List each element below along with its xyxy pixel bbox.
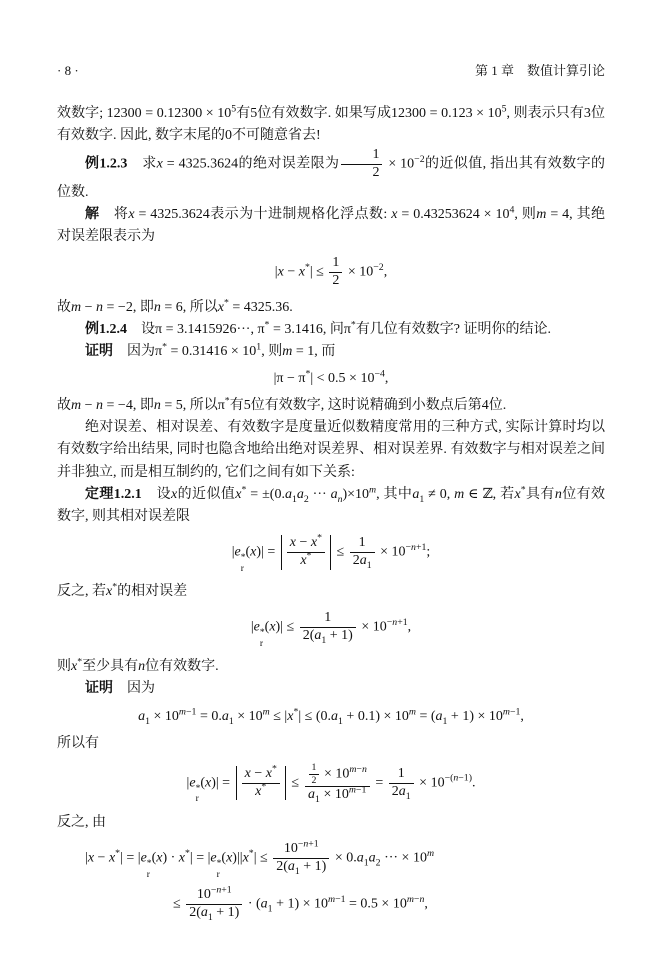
- paragraph-theorem-conclusion: 则x*至少具有n位有效数字.: [57, 656, 219, 675]
- paragraph-result-x-star: 故m − n = −2, 即n = 6, 所以x* = 4325.36.: [57, 297, 293, 315]
- page-body: [57, 103, 605, 922]
- formula-abs-error-bound: |x − x*| ≤ $\frac{1}{2}$ × $10^{-2}$,: [274, 255, 388, 288]
- paragraph-converse-intro: 反之, 若x*的相对误差: [57, 581, 188, 600]
- paragraph-continued-significant-digits: 效数字; $12300 = 0.12300 \times 10^5$有5位有效数字. 如果写成$12300 = 0.123 \times 10^5$, 则表示只有3位有效数字. 因此, 数字末尾的0不可随意省去!: [57, 103, 605, 144]
- formula-derivation-relative-error: |e * r (x)| = $\frac{x - x^*}{x^*}$ ≤ $\frac{1}{2}$ × $10^{m-n}$ $a_1 \times 10^{m-1}$ = $\frac{1}{2a_1}$ × $10^{-(n-1)}$.: [186, 761, 476, 806]
- proof-paragraph-pi: 证明 因为$\pi^* = 0.31416 \times 10^1$, 则m = 1, 而: [85, 341, 336, 359]
- formula-relative-error-condition: |e * r (x)| ≤ $\frac{1}{2(a_1 + 1)}$ × $10^{-n+1}$,: [250, 610, 412, 649]
- paragraph-result-pi: 故m − n = −4, 即n = 5, 所以π*有5位有效数字, 这时说精确到小数点后第4位.: [57, 395, 507, 414]
- formula-derivation-line2: ≤ $\frac{10^{-n+1}}{2(a_1 + 1)}$ · $(a_1 + 1) \times 10^{m-1} = 0.5 \times 10^{m-n}$,: [173, 884, 428, 923]
- example-1-2-3: 例1.2.3 求x = 4325.3624的绝对误差限为 $\frac{1}{2}$ × $10^{-2}$的近似值, 指出其有效数字的位数.: [57, 147, 606, 200]
- proof-paragraph-theorem: 证明 因为: [85, 681, 155, 697]
- theorem-1-2-1: 定理1.2.1 设x的近似值$x^* = \pm(0.a_1a_2$ ··· $a_n)\times 10^m$, 其中$a_1 \ne 0$, m ∈ ℤ, 若x*具有n位有效数字, 则其相对误差限: [57, 484, 606, 524]
- formula-bounds-x-star: $a_1 \times 10^{m-1} = 0.a_1 \times 10^m \le |x^*| \le (0.a_1 + 0.1) \times 10^m = (a_1 + 1) \times 10^{m-1}$,: [138, 705, 524, 727]
- formula-pi-error: $|\pi - \pi^*| < 0.5 \times 10^{-4}$,: [273, 368, 389, 387]
- example-1-2-4: 例1.2.4 设π = 3.1415926···, π* = 3.1416, 问π*有几位有效数字? 证明你的结论.: [85, 319, 552, 337]
- running-header: [57, 60, 605, 79]
- formula-relative-error-bound: |e * r (x)| = $\frac{x - x^*}{x^*}$ ≤ $\frac{1}{2a_1}$ × $10^{-n+1}$;: [231, 532, 431, 574]
- solution-paragraph: 解 将x = 4325.3624表示为十进制规格化浮点数: $x = 0.43253624 \times 10^4$, 则m = 4, 其绝对误差限表示为: [57, 204, 606, 245]
- paragraph-discussion: 绝对误差、相对误差、有效数字是度量近似数精度常用的三种方式, 实际计算时均以有效数字给出结果, 同时也隐含地给出绝对误差界、相对误差界. 有效数字与相对误差之间并非独立, 而是相互制约的, 它们之间有如下关系:: [57, 420, 605, 480]
- paragraph-therefore: 所以有: [57, 735, 99, 751]
- page-number: · 8 ·: [57, 63, 79, 78]
- chapter-title: 第 1 章 数值计算引论: [474, 63, 605, 78]
- formula-derivation-line1: |x − x*| = |e * r (x) · x*| = |e * r (x)||x*| ≤ $\frac{10^{-n+1}}{2(a_1 + 1)}$ × $0.a_1a_2$ ··· × $10^m$: [85, 838, 435, 880]
- paragraph-conversely: 反之, 由: [57, 814, 106, 830]
